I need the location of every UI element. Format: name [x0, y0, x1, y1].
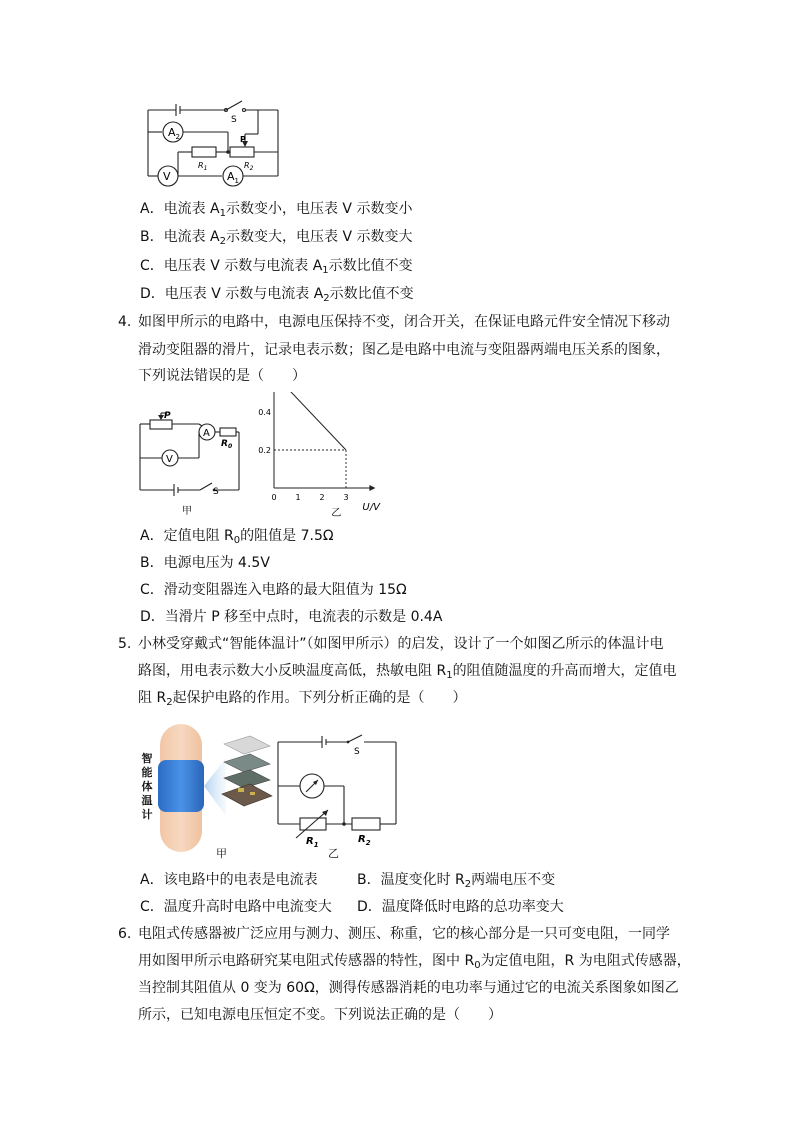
- q5-number: 5.: [118, 636, 132, 652]
- option-subscript: 2: [323, 293, 330, 304]
- series-line: [274, 392, 346, 450]
- option-subscript: 1: [219, 208, 226, 219]
- x-tick-label: 1: [295, 493, 301, 502]
- q3-slider-label: P: [240, 135, 246, 144]
- x-axis-arrow: [369, 485, 375, 491]
- q4-stem-line-2: 滑动变阻器的滑片，记录电表示数；图乙是电路中电流与变阻器两端电压关系的图象，: [138, 342, 670, 358]
- option-text: 两端电压不变: [471, 872, 556, 888]
- option-letter: B．: [140, 555, 164, 571]
- option-text: 温度升高时电路中电流变大: [163, 899, 332, 915]
- stem-text: 路图，用电表示数大小反映温度高低，热敏电阻 R: [138, 663, 447, 679]
- q5-circuit-figure: [272, 732, 402, 862]
- option-letter: D．: [140, 286, 165, 302]
- q4-number: 4.: [118, 314, 132, 330]
- q5-caption-left: 甲: [216, 847, 227, 860]
- q4-option-c[interactable]: [140, 580, 407, 600]
- option-text: 电压表 V 示数与电流表 A: [164, 286, 324, 302]
- x-axis-label: U/V: [362, 502, 380, 513]
- option-text: 示数变大，电压表 V 示数变大: [226, 229, 413, 245]
- device-label-char: 智: [141, 752, 153, 765]
- q3-r1-label: $R_1$: [198, 161, 208, 172]
- q3-option-c[interactable]: [140, 256, 413, 276]
- option-letter: B．: [140, 229, 164, 245]
- q3-ammeter-a1-label: $A_1$: [227, 170, 239, 185]
- q6-number: 6.: [118, 926, 132, 942]
- option-text: 的阻值是 7.5Ω: [240, 528, 334, 544]
- q4-option-d[interactable]: [140, 607, 442, 627]
- stem-text: 为定值电阻，R 为电阻式传感器，: [480, 953, 691, 969]
- q6-stem-line-3: 当控制其阻值从 0 变为 60Ω，测得传感器消耗的电功率与通过它的电流关系图象如图乙: [138, 980, 679, 996]
- option-letter: C．: [140, 258, 164, 274]
- y-tick-label: 0.2: [258, 446, 271, 455]
- option-letter: D．: [357, 899, 382, 915]
- device-label-char: 能: [141, 766, 153, 779]
- option-letter: C．: [140, 582, 164, 598]
- q5-option-d[interactable]: [357, 897, 564, 917]
- q3-voltmeter-label: V: [163, 170, 171, 183]
- q3-r2-label: $R_2$: [244, 161, 254, 172]
- option-letter: A．: [140, 872, 164, 888]
- q6-stem-line-4: 所示，已知电源电压恒定不变。下列说法正确的是（ ）: [138, 1007, 502, 1023]
- q5-stem-line-1: 小林受穿戴式“智能体温计”（如图甲所示）的启发，设计了一个如图乙所示的体温计电: [138, 636, 664, 652]
- x-tick-label: 0: [271, 493, 277, 502]
- option-letter: A．: [140, 528, 164, 544]
- option-text: 电流表 A: [163, 201, 220, 217]
- option-text: 滑动变阻器连入电路的最大阻值为 15Ω: [163, 582, 407, 598]
- q4-ammeter-label: A: [203, 428, 210, 439]
- option-subscript: 2: [464, 879, 472, 890]
- q4-r0-label: $R_0$: [221, 439, 233, 450]
- q4-stem-line-1: 如图甲所示的电路中，电源电压保持不变，闭合开关，在保证电路元件安全情况下移动: [138, 314, 670, 330]
- chart-caption: 乙: [331, 508, 342, 518]
- q5-smart-thermometer-image: [138, 722, 278, 854]
- q4-circuit-figure: [136, 410, 246, 518]
- q4-option-b[interactable]: [140, 553, 270, 573]
- option-text: 电源电压为 4.5V: [163, 555, 270, 571]
- device-label-char: 温: [141, 794, 153, 807]
- option-text: 定值电阻 R: [163, 528, 234, 544]
- q3-ammeter-a2-label: $A_2$: [168, 126, 180, 141]
- q3-option-a[interactable]: [140, 199, 412, 219]
- stem-subscript: 0: [474, 960, 481, 971]
- option-subscript: 1: [322, 265, 329, 276]
- q5-stem-line-3: [138, 688, 467, 708]
- device-label-char: 计: [141, 808, 153, 821]
- q3-circuit-figure: [140, 96, 290, 190]
- q3-option-b[interactable]: [140, 227, 413, 247]
- option-text: 示数比值不变: [328, 258, 413, 274]
- option-letter: B．: [357, 872, 381, 888]
- option-letter: C．: [140, 899, 164, 915]
- stem-subscript: 1: [446, 670, 453, 681]
- q5-caption-right: 乙: [328, 847, 339, 860]
- option-text: 温度变化时 R: [380, 872, 465, 888]
- option-letter: D．: [140, 609, 165, 625]
- q4-stem-line-3: 下列说法错误的是（ ）: [138, 368, 306, 384]
- q4-option-a[interactable]: [140, 526, 334, 546]
- q5-stem-line-2: [138, 661, 677, 681]
- q4-voltmeter-label: V: [166, 454, 173, 465]
- x-tick-label: 3: [343, 493, 349, 502]
- option-text: 电流表 A: [163, 229, 220, 245]
- option-subscript: 2: [219, 236, 227, 247]
- option-text: 电压表 V 示数与电流表 A: [163, 258, 323, 274]
- stem-text: 起保护电路的作用。下列分析正确的是（ ）: [172, 690, 467, 706]
- option-text: 当滑片 P 移至中点时，电流表的示数是 0.4A: [164, 609, 443, 625]
- stem-text: 用如图甲所示电路研究某电阻式传感器的特性，图中 R: [138, 953, 475, 969]
- q5-device-vertical-label: [141, 752, 153, 822]
- q6-stem-line-1: 电阻式传感器被广泛应用与测力、测压、称重，它的核心部分是一只可变电阻，一同学: [138, 926, 670, 942]
- stem-subscript: 2: [166, 697, 173, 708]
- stem-text: 阻 R: [138, 690, 167, 706]
- q4-iu-chart: [252, 392, 382, 518]
- option-text: 温度降低时电路的总功率变大: [381, 899, 564, 915]
- q6-stem-line-2: [138, 951, 691, 971]
- q4-caption-left: 甲: [182, 506, 192, 517]
- stem-text: 的阻值随温度的升高而增大，定值电: [452, 663, 677, 679]
- x-tick-label: 2: [319, 493, 325, 502]
- q5-r1-label: $R_1$: [306, 836, 319, 849]
- option-text: 示数变小，电压表 V 示数变小: [225, 201, 413, 217]
- q3-option-d[interactable]: [140, 284, 414, 304]
- q5-option-b[interactable]: [357, 870, 555, 890]
- q3-switch-label: S: [231, 115, 237, 125]
- q4-slider-label: P: [164, 411, 171, 421]
- option-subscript: 0: [233, 535, 241, 546]
- option-text: 示数比值不变: [329, 286, 414, 302]
- y-tick-label: 0.4: [258, 408, 271, 417]
- option-text: 该电路中的电表是电流表: [163, 872, 318, 888]
- q5-option-a[interactable]: [140, 870, 318, 890]
- q4-switch-label: S: [213, 487, 219, 497]
- q5-r2-label: $R_2$: [358, 834, 371, 847]
- q5-option-c[interactable]: [140, 897, 332, 917]
- q5-switch-label: S: [354, 747, 360, 757]
- device-label-char: 体: [141, 780, 153, 793]
- option-letter: A．: [140, 201, 164, 217]
